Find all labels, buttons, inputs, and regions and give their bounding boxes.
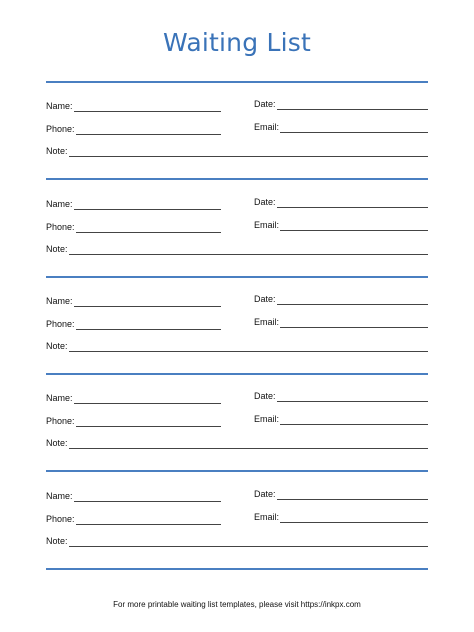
email-label: Email:: [254, 512, 280, 522]
email-line[interactable]: [280, 513, 428, 523]
date-line[interactable]: [277, 100, 428, 110]
phone-label: Phone:: [46, 416, 75, 426]
date-label: Date:: [254, 294, 276, 304]
name-label: Name:: [46, 491, 73, 501]
note-field[interactable]: [46, 341, 428, 352]
name-field[interactable]: [46, 491, 221, 502]
name-label: Name:: [46, 199, 73, 209]
divider: [46, 470, 428, 472]
name-line[interactable]: [74, 200, 221, 210]
name-label: Name:: [46, 393, 73, 403]
waiting-list-entry: [46, 97, 428, 177]
email-field[interactable]: [254, 414, 428, 425]
email-label: Email:: [254, 414, 280, 424]
name-line[interactable]: [74, 297, 221, 307]
email-line[interactable]: [280, 318, 428, 328]
phone-line[interactable]: [76, 417, 221, 427]
divider-top: [46, 81, 428, 83]
waiting-list-entry: [46, 389, 428, 469]
email-field[interactable]: [254, 317, 428, 328]
phone-label: Phone:: [46, 124, 75, 134]
note-line[interactable]: [69, 537, 428, 547]
phone-field[interactable]: [46, 124, 221, 135]
phone-label: Phone:: [46, 514, 75, 524]
date-line[interactable]: [277, 490, 428, 500]
name-field[interactable]: [46, 199, 221, 210]
email-line[interactable]: [280, 221, 428, 231]
note-line[interactable]: [69, 245, 428, 255]
date-line[interactable]: [277, 198, 428, 208]
date-line[interactable]: [277, 392, 428, 402]
waiting-list-entry: [46, 195, 428, 275]
waiting-list-entry: [46, 487, 428, 567]
divider: [46, 276, 428, 278]
footer-note: For more printable waiting list templates, please visit https://inkpx.com: [113, 600, 361, 609]
note-line[interactable]: [69, 342, 428, 352]
note-label: Note:: [46, 244, 68, 254]
phone-field[interactable]: [46, 514, 221, 525]
note-line[interactable]: [69, 439, 428, 449]
note-label: Note:: [46, 438, 68, 448]
email-label: Email:: [254, 220, 280, 230]
page-title: Waiting List: [163, 28, 311, 57]
date-field[interactable]: [254, 294, 428, 305]
date-label: Date:: [254, 391, 276, 401]
phone-field[interactable]: [46, 319, 221, 330]
phone-label: Phone:: [46, 319, 75, 329]
date-field[interactable]: [254, 489, 428, 500]
name-label: Name:: [46, 101, 73, 111]
email-line[interactable]: [280, 415, 428, 425]
waiting-list-entry: [46, 292, 428, 372]
date-field[interactable]: [254, 99, 428, 110]
date-line[interactable]: [277, 295, 428, 305]
email-line[interactable]: [280, 123, 428, 133]
email-label: Email:: [254, 122, 280, 132]
note-label: Note:: [46, 341, 68, 351]
name-line[interactable]: [74, 102, 221, 112]
date-label: Date:: [254, 489, 276, 499]
email-label: Email:: [254, 317, 280, 327]
date-field[interactable]: [254, 391, 428, 402]
phone-line[interactable]: [76, 223, 221, 233]
phone-line[interactable]: [76, 320, 221, 330]
email-field[interactable]: [254, 220, 428, 231]
note-label: Note:: [46, 146, 68, 156]
date-label: Date:: [254, 197, 276, 207]
name-label: Name:: [46, 296, 73, 306]
note-field[interactable]: [46, 536, 428, 547]
phone-line[interactable]: [76, 515, 221, 525]
note-field[interactable]: [46, 438, 428, 449]
email-field[interactable]: [254, 512, 428, 523]
date-field[interactable]: [254, 197, 428, 208]
name-line[interactable]: [74, 394, 221, 404]
phone-line[interactable]: [76, 125, 221, 135]
phone-field[interactable]: [46, 416, 221, 427]
phone-field[interactable]: [46, 222, 221, 233]
note-field[interactable]: [46, 244, 428, 255]
note-label: Note:: [46, 536, 68, 546]
name-field[interactable]: [46, 393, 221, 404]
divider: [46, 373, 428, 375]
date-label: Date:: [254, 99, 276, 109]
note-line[interactable]: [69, 147, 428, 157]
email-field[interactable]: [254, 122, 428, 133]
phone-label: Phone:: [46, 222, 75, 232]
note-field[interactable]: [46, 146, 428, 157]
name-field[interactable]: [46, 101, 221, 112]
divider: [46, 178, 428, 180]
divider-bottom: [46, 568, 428, 570]
name-field[interactable]: [46, 296, 221, 307]
name-line[interactable]: [74, 492, 221, 502]
